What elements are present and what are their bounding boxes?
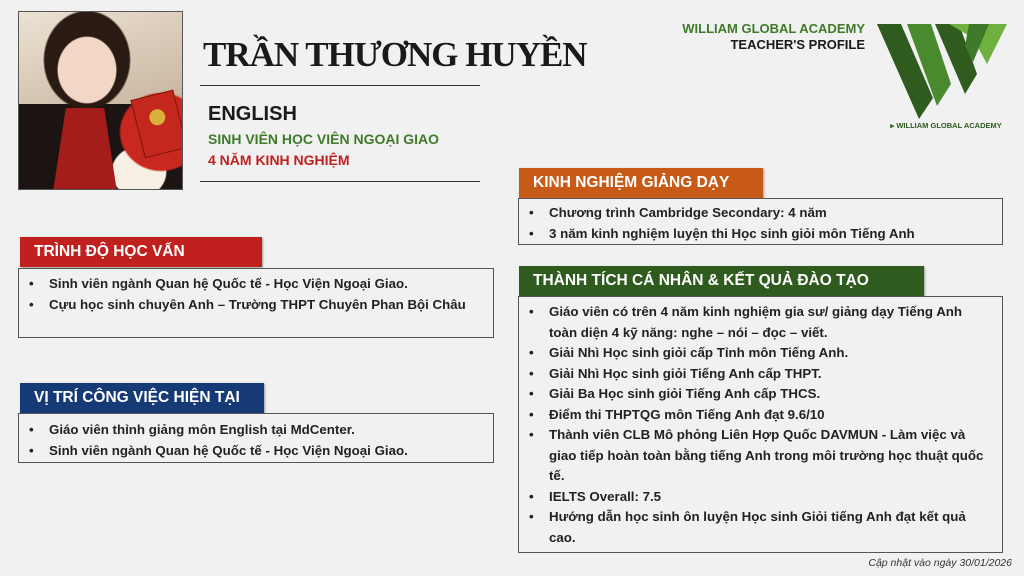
achievement-item: • Hướng dẫn học sinh ôn luyện Học sinh Giỏi tiếng Anh đạt kết quả cao. <box>519 507 984 548</box>
teaching-experience-heading: KINH NGHIỆM GIẢNG DẠY <box>519 168 763 198</box>
diploma-book <box>130 90 183 159</box>
achievement-item: • Thành viên CLB Mô phỏng Liên Hợp Quốc DAVMUN - Làm việc và giao tiếp hoàn toàn bằng tiếng Anh trong môi trường học thuật quốc tế. <box>519 425 984 487</box>
teaching-experience-item: • Chương trình Cambridge Secondary: 4 năm <box>519 203 994 224</box>
divider-bottom <box>200 181 480 182</box>
achievements-box <box>518 296 1003 553</box>
brand-profile-label: TEACHER'S PROFILE <box>730 37 865 52</box>
education-box <box>18 268 494 338</box>
achievement-item: • Giáo viên có trên 4 năm kinh nghiệm gia sư/ giảng dạy Tiếng Anh toàn diện 4 kỹ năng: nghe – nói – đọc – viết. <box>519 302 984 343</box>
teaching-experience-item: • 3 năm kinh nghiệm luyện thi Học sinh giỏi môn Tiếng Anh <box>519 224 994 245</box>
position-heading: VỊ TRÍ CÔNG VIỆC HIỆN TẠI <box>20 383 264 413</box>
achievements-heading: THÀNH TÍCH CÁ NHÂN & KẾT QUẢ ĐÀO TẠO <box>519 266 924 296</box>
logo-caption: ⪢ WILLIAM GLOBAL ACADEMY <box>890 121 1002 130</box>
brand-academy-name: WILLIAM GLOBAL ACADEMY <box>682 21 865 36</box>
education-item: • Sinh viên ngành Quan hệ Quốc tế - Học Viện Ngoại Giao. <box>19 274 485 295</box>
teacher-subject: ENGLISH <box>208 103 297 125</box>
teacher-school: SINH VIÊN HỌC VIÊN NGOẠI GIAO <box>208 131 440 147</box>
position-item: • Sinh viên ngành Quan hệ Quốc tế - Học Viện Ngoại Giao. <box>19 441 485 462</box>
position-box <box>18 413 494 463</box>
updated-date: Cập nhật vào ngày 30/01/2026 <box>868 557 1012 569</box>
achievement-item: • IELTS Overall: 7.5 <box>519 487 984 508</box>
teaching-experience-box <box>518 198 1003 245</box>
teacher-experience: 4 NĂM KINH NGHIỆM <box>208 152 350 168</box>
education-heading: TRÌNH ĐỘ HỌC VẤN <box>20 237 262 267</box>
achievement-item: • Giải Nhì Học sinh giỏi cấp Tỉnh môn Tiếng Anh. <box>519 343 984 364</box>
teacher-photo <box>18 11 183 190</box>
teacher-name: TRẦN THƯƠNG HUYỀN <box>203 35 587 74</box>
achievement-item: • Giải Ba Học sinh giỏi Tiếng Anh cấp THCS. <box>519 384 984 405</box>
education-item: • Cựu học sinh chuyên Anh – Trường THPT Chuyên Phan Bội Châu <box>19 295 485 316</box>
divider-top <box>200 85 480 86</box>
position-item: • Giáo viên thỉnh giảng môn English tại MdCenter. <box>19 420 485 441</box>
achievement-item: • Giải Nhì Học sinh giỏi Tiếng Anh cấp THPT. <box>519 364 984 385</box>
achievement-item: • Điểm thi THPTQG môn Tiếng Anh đạt 9.6/10 <box>519 405 984 426</box>
academy-logo-icon <box>877 24 1007 119</box>
graduation-gown <box>53 108 117 190</box>
